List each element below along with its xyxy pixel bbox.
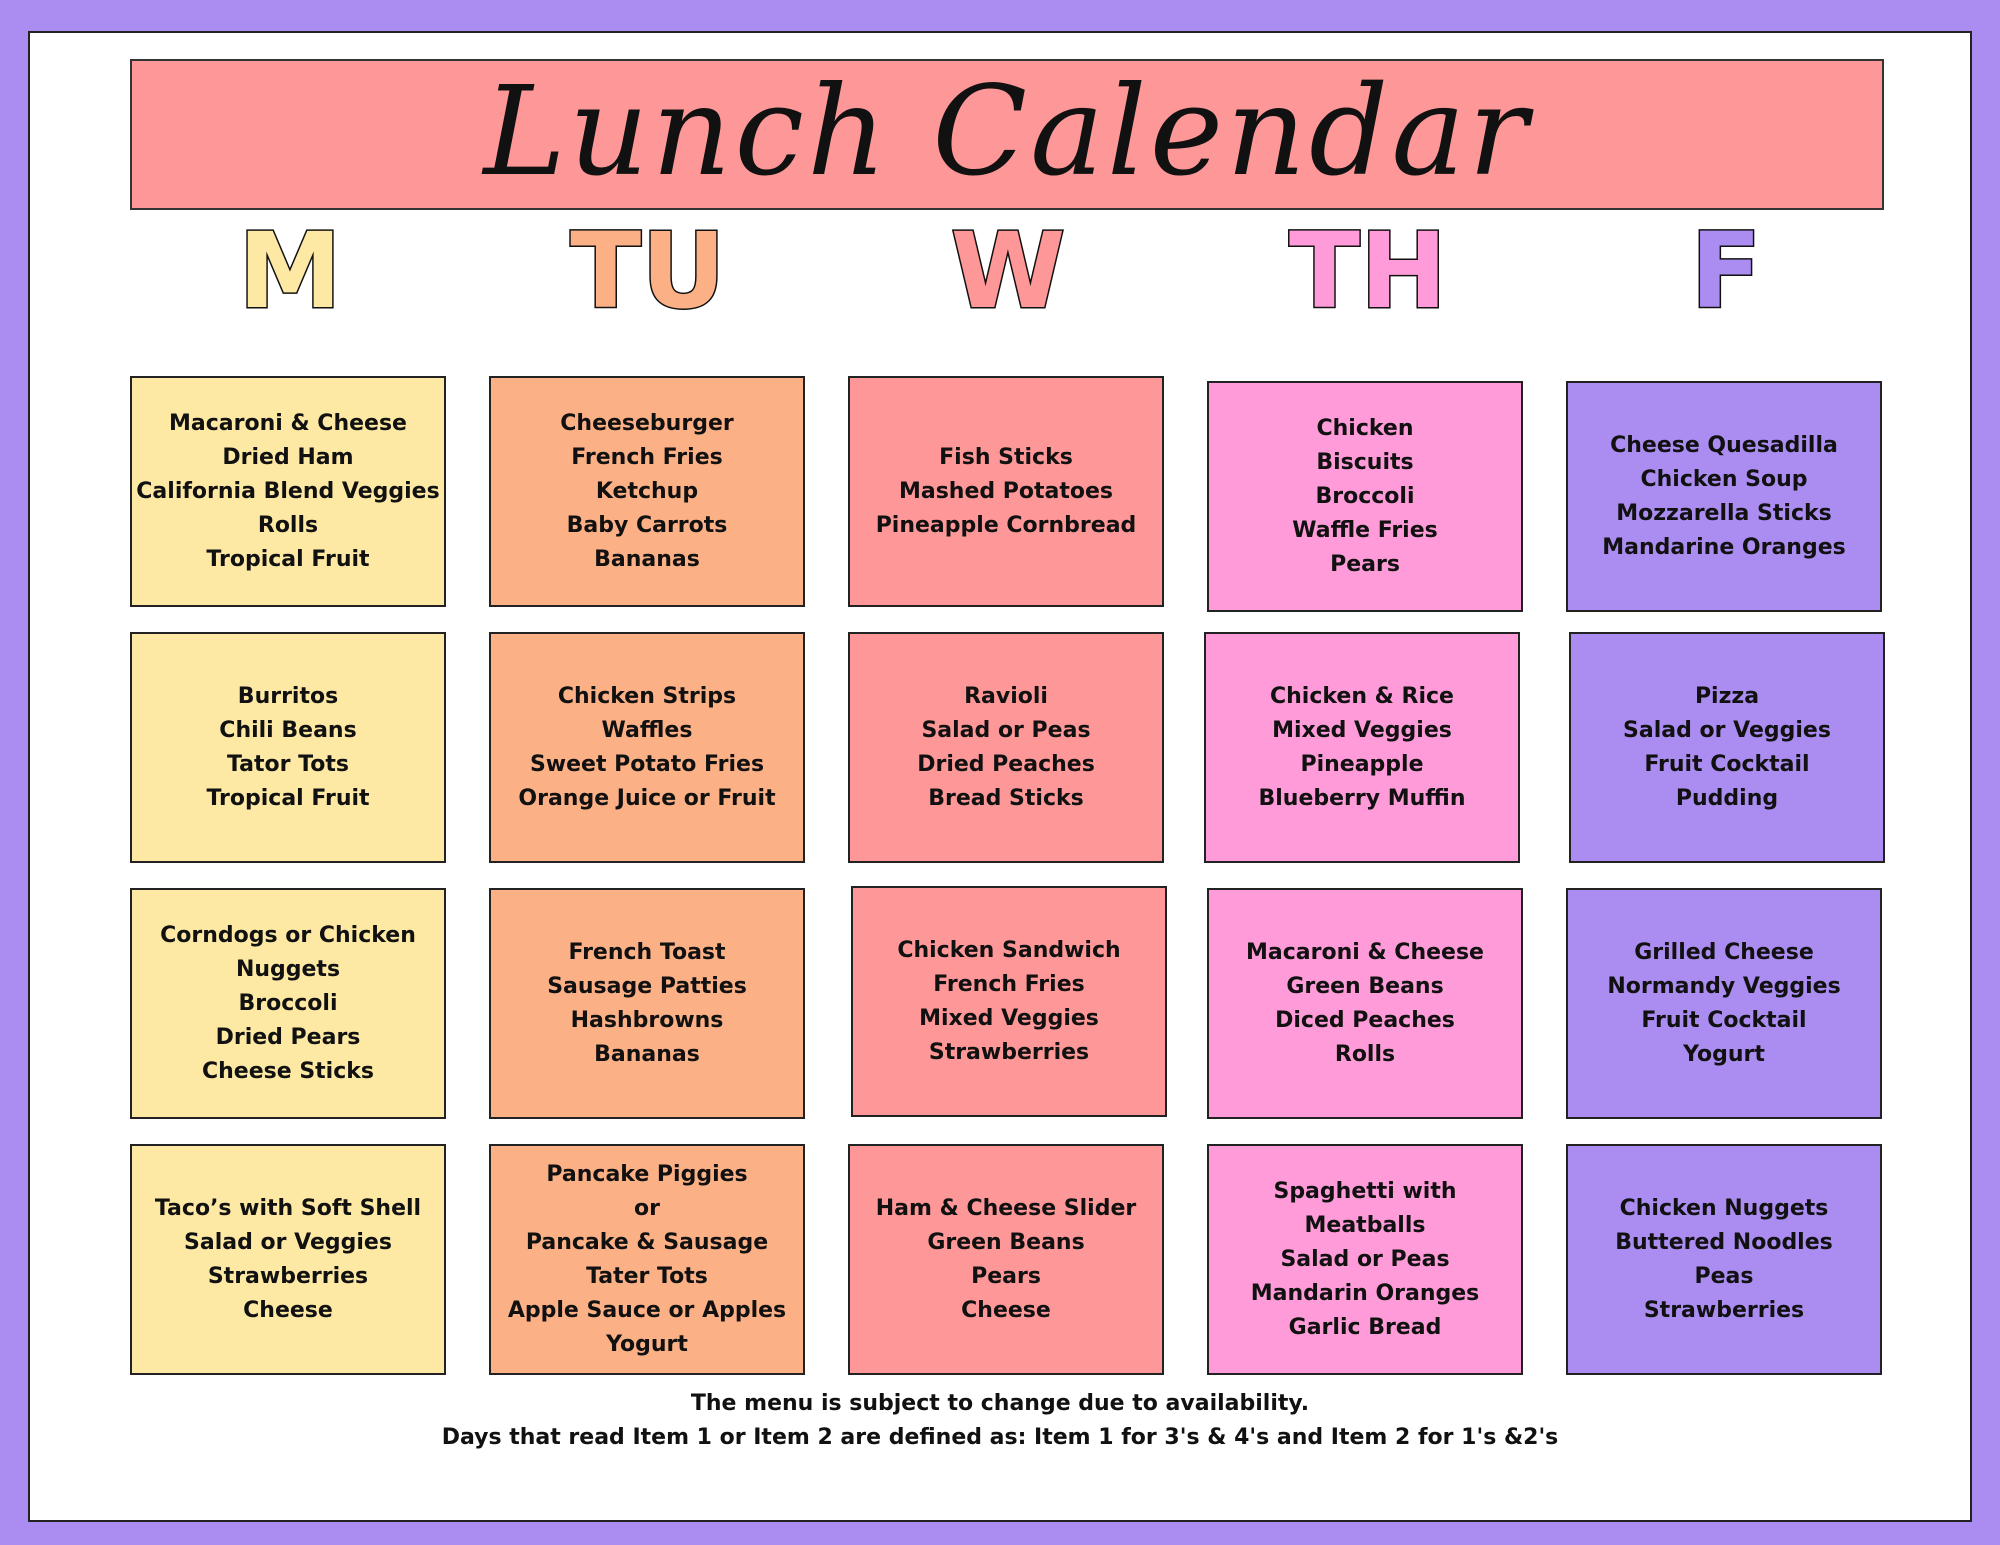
menu-cell-week3-monday xyxy=(130,888,446,1119)
menu-cell-week4-monday xyxy=(130,1144,446,1375)
menu-cell-week1-thursday xyxy=(1207,381,1523,612)
menu-items: Pizza Salad or Veggies Fruit Cocktail Pudding xyxy=(1623,683,1831,811)
menu-cell-week1-tuesday xyxy=(489,376,805,607)
title-banner xyxy=(130,59,1884,210)
day-header-friday: F xyxy=(1690,210,1762,332)
day-header-wednesday: W xyxy=(950,210,1066,332)
menu-cell-week2-tuesday xyxy=(489,632,805,863)
menu-cell-week4-friday xyxy=(1566,1144,1882,1375)
menu-items: Corndogs or Chicken Nuggets Broccoli Dried Pears Cheese Sticks xyxy=(160,922,416,1084)
menu-cell-week2-thursday xyxy=(1204,632,1520,863)
menu-items: Chicken Sandwich French Fries Mixed Veggies Strawberries xyxy=(897,937,1121,1065)
menu-items: French Toast Sausage Patties Hashbrowns Bananas xyxy=(547,939,747,1067)
menu-cell-week3-wednesday xyxy=(851,886,1167,1117)
availability-note: The menu is subject to change due to availability. xyxy=(690,1391,1310,1416)
menu-cell-week4-wednesday xyxy=(848,1144,1164,1375)
calendar-page xyxy=(28,31,1972,1522)
menu-cell-week1-wednesday xyxy=(848,376,1164,607)
menu-items: Spaghetti with Meatballs Salad or Peas Mandarin Oranges Garlic Bread xyxy=(1250,1178,1480,1340)
day-header-tuesday: TU xyxy=(570,210,726,332)
menu-items: Chicken Biscuits Broccoli Waffle Fries Pears xyxy=(1292,415,1438,577)
menu-items: Chicken & Rice Mixed Veggies Pineapple Blueberry Muffin xyxy=(1258,683,1466,811)
menu-items: Burritos Chili Beans Tator Tots Tropical Fruit xyxy=(206,683,370,811)
day-header-thursday: TH xyxy=(1289,210,1447,332)
menu-cell-week2-friday xyxy=(1569,632,1885,863)
menu-cell-week2-wednesday xyxy=(848,632,1164,863)
day-header-monday: M xyxy=(238,210,342,332)
menu-items: Pancake Piggies or Pancake & Sausage Tater Tots Apple Sauce or Apples Yogurt xyxy=(507,1161,787,1357)
menu-items: Taco’s with Soft Shell Salad or Veggies Strawberries Cheese xyxy=(154,1195,422,1323)
item-definition-note: Days that read Item 1 or Item 2 are defined as: Item 1 for 3's & 4's and Item 2 for 1's &2's xyxy=(441,1425,1559,1450)
menu-cell-week1-friday xyxy=(1566,381,1882,612)
menu-items: Ham & Cheese Slider Green Beans Pears Cheese xyxy=(875,1195,1137,1323)
menu-items: Chicken Nuggets Buttered Noodles Peas Strawberries xyxy=(1615,1195,1833,1323)
menu-cell-week4-tuesday xyxy=(489,1144,805,1375)
menu-cell-week3-tuesday xyxy=(489,888,805,1119)
menu-items: Ravioli Salad or Peas Dried Peaches Bread Sticks xyxy=(917,683,1095,811)
menu-items: Fish Sticks Mashed Potatoes Pineapple Cornbread xyxy=(875,444,1137,538)
menu-items: Macaroni & Cheese Green Beans Diced Peaches Rolls xyxy=(1246,939,1484,1067)
menu-cell-week3-friday xyxy=(1566,888,1882,1119)
menu-cell-week3-thursday xyxy=(1207,888,1523,1119)
page-title: Lunch Calendar xyxy=(483,59,1531,204)
menu-items: Cheeseburger French Fries Ketchup Baby Carrots Bananas xyxy=(560,410,734,572)
menu-cell-week4-thursday xyxy=(1207,1144,1523,1375)
menu-items: Grilled Cheese Normandy Veggies Fruit Cocktail Yogurt xyxy=(1607,939,1841,1067)
menu-cell-week1-monday xyxy=(130,376,446,607)
menu-items: Macaroni & Cheese Dried Ham California Blend Veggies Rolls Tropical Fruit xyxy=(136,410,440,572)
menu-items: Cheese Quesadilla Chicken Soup Mozzarella Sticks Mandarine Oranges xyxy=(1602,432,1846,560)
menu-cell-week2-monday xyxy=(130,632,446,863)
menu-items: Chicken Strips Waffles Sweet Potato Fries Orange Juice or Fruit xyxy=(518,683,776,811)
